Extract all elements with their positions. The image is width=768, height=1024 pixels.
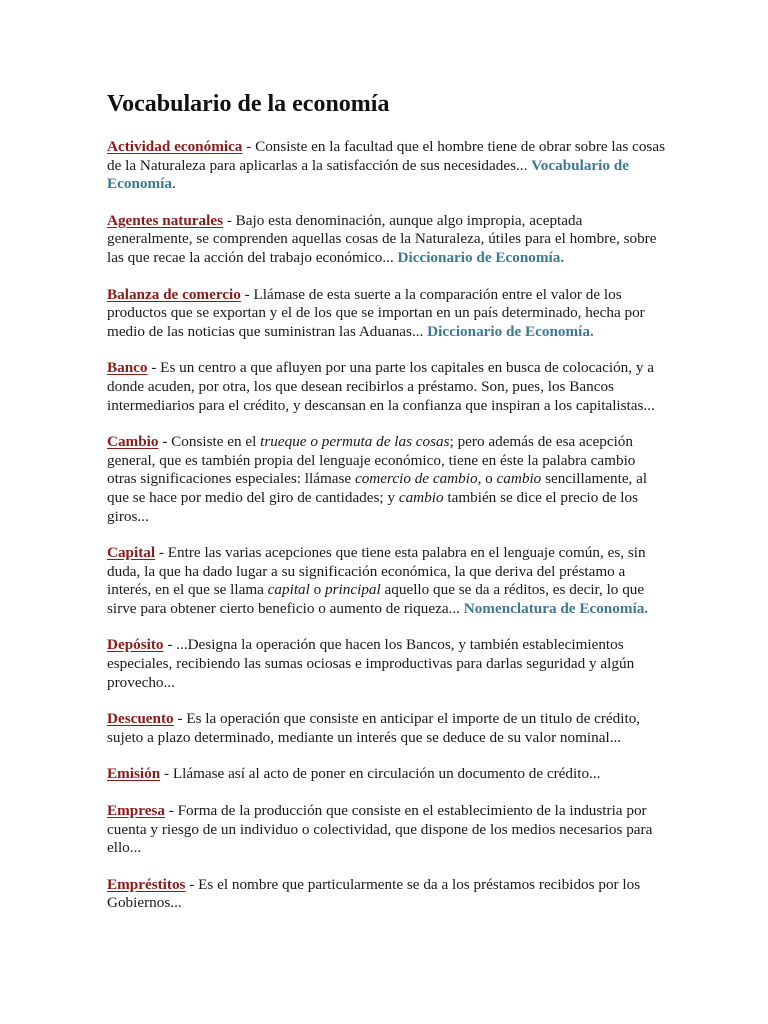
definition-text: Llámase de esta suerte a la comparación entre el valor de los productos que se exportan y el de los que se importan en un país determinado, hecha por medio de las noticias que suministran las Aduanas... [107, 285, 645, 340]
entry-banco: Banco - Es un centro a que afluyen por una parte los capitales en busca de colocación, y a donde acuden, por otra, los que desean recibirlos a préstamo. Son, pues, los Bancos intermediarios para el crédito, y descansan en la confianza que inspiran a los capitalistas... [107, 359, 655, 414]
entry-empresa: Empresa - Forma de la producción que consiste en el establecimiento de la industria por cuenta y riesgo de un individuo o colectividad, que dispone de los medios necesarios para ello... [107, 802, 653, 857]
source-link[interactable]: Diccionario de Economía. [427, 322, 594, 340]
term-link-banco[interactable]: Banco [107, 359, 148, 377]
entry-balanza-de-comercio: Balanza de comercio - Llámase de esta suerte a la comparación entre el valor de los productos que se exportan y el de los que se importan en un país determinado, hecha por medio de las noticias que suministran las Aduanas... Diccionario de Economía. [107, 285, 645, 340]
term-link-balanza-de-comercio[interactable]: Balanza de comercio [107, 285, 241, 303]
definition-text: ; pero además de esa acepción general, que es también propia del lenguaje económico, tiene en éste la palabra cambio otras significaciones especiales: llámase [107, 433, 636, 488]
term-link-emision[interactable]: Emisión [107, 765, 161, 783]
entry-descuento: Descuento - Es la operación que consiste en anticipar el importe de un titulo de crédito, sujeto a plazo determinado, mediante un interés que se deduce de su valor nominal... [107, 710, 641, 746]
page-title: Vocabulario de la economía [107, 91, 390, 117]
term-link-capital[interactable]: Capital [107, 544, 156, 562]
term-link-descuento[interactable]: Descuento [107, 710, 174, 728]
emphasis-text: trueque o permuta de las cosas [260, 433, 450, 451]
term-link-deposito[interactable]: Depósito [107, 636, 164, 654]
entry-emprestitos: Empréstitos - Es el nombre que particularmente se da a los préstamos recibidos por los Gobiernos... [107, 875, 641, 912]
emphasis-text: principal [325, 581, 381, 599]
source-link[interactable]: Nomenclatura de Economía. [463, 599, 649, 617]
emphasis-text: capital [267, 581, 310, 599]
term-link-cambio[interactable]: Cambio [107, 433, 159, 451]
definition-text: aquello que se da a réditos, es decir, lo que sirve para obtener cierto beneficio o aumento de riqueza... [107, 581, 645, 617]
definition-text: Consiste en el [171, 433, 261, 451]
definition-text: Forma de la producción que consiste en el establecimiento de la industria por cuenta y riesgo de un individuo o colectividad, que dispone de los medios necesarios para ello... [107, 802, 653, 857]
definition-text: Entre las varias acepciones que tiene esta palabra en el lenguaje común, es, sin duda, la que ha dado lugar a su significación económica, la que deriva del préstamo a interés, en el que se llama [107, 544, 646, 599]
entry-deposito: Depósito - ...Designa la operación que hacen los Bancos, y también establecimientos especiales, recibiendo las sumas ociosas e improductivas para darlas seguridad y algún provecho... [107, 636, 635, 691]
entry-actividad-economica: Actividad económica - Consiste en la facultad que el hombre tiene de obrar sobre las cosas de la Naturaleza para aplicarlas a la satisfacción de sus necesidades... Vocabulario de Economía. [107, 138, 665, 193]
emphasis-text: comercio de cambio [354, 470, 478, 488]
emphasis-text: cambio [398, 488, 444, 506]
term-link-empresa[interactable]: Empresa [107, 802, 165, 820]
term-link-emprestitos[interactable]: Empréstitos [107, 875, 186, 893]
definition-text: Es el nombre que particularmente se da a los préstamos recibidos por los Gobiernos... [107, 875, 641, 912]
definition-text: , o [477, 470, 497, 488]
definition-text: Es un centro a que afluyen por una parte los capitales en busca de colocación, y a donde acuden, por otra, los que desean recibirlos a préstamo. Son, pues, los Bancos intermediarios para el crédito, y descansan en la confianza que inspiran a los capitalistas... [107, 359, 655, 414]
definition-text: ...Designa la operación que hacen los Bancos, y también establecimientos especiales, recibiendo las sumas ociosas e improductivas para darlas seguridad y algún provecho... [107, 636, 635, 691]
entry-agentes-naturales: Agentes naturales - Bajo esta denominación, aunque algo impropia, aceptada generalmente, se comprenden aquellas cosas de la Naturaleza, útiles para el hombre, sobre las que recae la acción del trabajo económico... Diccionario de Economía. [107, 211, 657, 266]
source-link[interactable]: Diccionario de Economía. [397, 248, 565, 266]
definition-text: sencillamente, al que se hace por medio del giro de cantidades; y [107, 470, 648, 506]
definition-text: o [309, 581, 326, 599]
entry-emision: Emisión - Llámase así al acto de poner en circulación un documento de crédito... [107, 765, 601, 783]
entry-cambio: Cambio - Consiste en el trueque o permuta de las cosas; pero además de esa acepción general, que es también propia del lenguaje económico, tiene en éste la palabra cambio otras significaciones especiales: llámase comercio de cambio, o cambio sencillamente, al que se hace por medio del giro de cantidades; y cambio también se dice el precio de los giros... [107, 433, 648, 525]
term-link-actividad-economica[interactable]: Actividad económica [107, 138, 243, 155]
entry-capital: Capital - Entre las varias acepciones que tiene esta palabra en el lenguaje común, es, sin duda, la que ha dado lugar a su significación económica, la que deriva del préstamo a interés, en el que se llama capital o principal aquello que se da a réditos, es decir, lo que sirve para obtener cierto beneficio o aumento de riqueza... Nomenclatura de Economía. [107, 544, 649, 617]
definition-text: Consiste en la facultad que el hombre tiene de obrar sobre las cosas de la Naturaleza para aplicarlas a la satisfacción de sus necesidades... [107, 138, 665, 174]
definition-text: Es la operación que consiste en anticipar el importe de un titulo de crédito, sujeto a plazo determinado, mediante un interés que se deduce de su valor nominal... [107, 710, 641, 746]
definition-text: también se dice el precio de los giros... [107, 488, 638, 525]
emphasis-text: cambio [496, 470, 542, 488]
term-link-agentes-naturales[interactable]: Agentes naturales [107, 211, 224, 229]
definition-text: Llámase así al acto de poner en circulación un documento de crédito... [172, 765, 601, 783]
definition-text: Bajo esta denominación, aunque algo impropia, aceptada generalmente, se comprenden aquellas cosas de la Naturaleza, útiles para el hombre, sobre las que recae la acción del trabajo económico... [107, 211, 657, 266]
source-link[interactable]: Vocabulario de Economía [107, 156, 629, 193]
